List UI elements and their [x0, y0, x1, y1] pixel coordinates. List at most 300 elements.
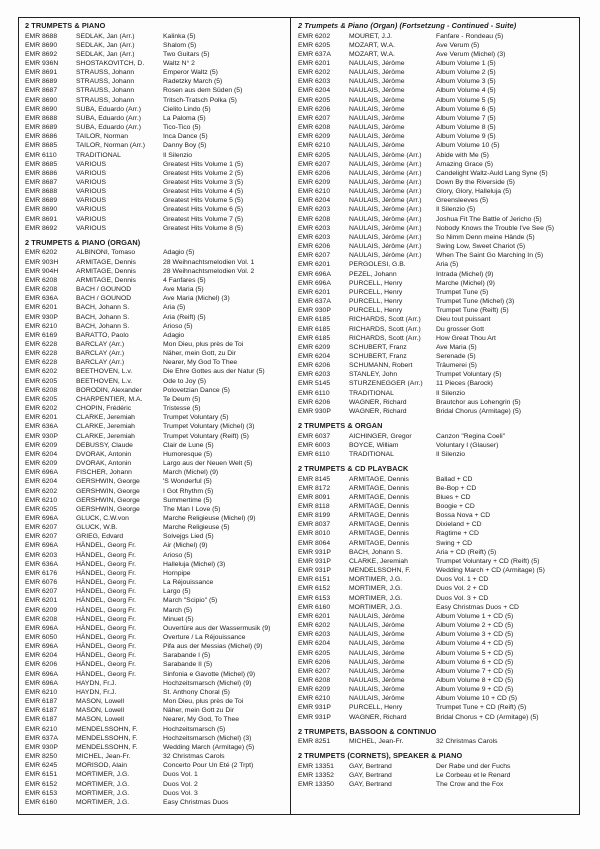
composer: FISCHER, Johann — [76, 469, 132, 477]
work-title: Kalinka (5) — [163, 32, 196, 40]
catalog-row — [298, 196, 577, 205]
work-title: Marche Religieuse (5) — [163, 524, 230, 532]
composer: ARMITAGE, Dennis — [76, 267, 136, 275]
work-title: Aria + CD (Reift) (5) — [436, 548, 497, 556]
emr-number: EMR 6152 — [25, 780, 58, 788]
catalog-row — [25, 468, 288, 477]
work-title: Arioso (5) — [163, 551, 193, 559]
work-title: Easy Christmas Duos + CD — [436, 603, 519, 611]
emr-number: EMR 637A — [25, 734, 58, 742]
work-title: Ballad + CD — [436, 475, 473, 483]
work-title: Adagio — [163, 331, 185, 339]
catalog-row — [25, 50, 288, 59]
composer: NAULAIS, Jérôme (Arr.) — [349, 169, 422, 177]
catalog-page-frame — [18, 17, 580, 815]
emr-number: EMR 6160 — [25, 798, 58, 806]
catalog-row — [298, 548, 577, 557]
composer: SCHUBERT, Franz — [349, 352, 407, 360]
catalog-row — [298, 86, 577, 95]
composer: VARIOUS — [76, 188, 107, 196]
work-title: Marche Religieuse (Michel) (9) — [163, 514, 256, 522]
emr-number: EMR 931P — [298, 567, 331, 575]
work-title: Shalom (5) — [163, 41, 197, 49]
emr-number: EMR 931P — [298, 557, 331, 565]
emr-number: EMR 6187 — [25, 716, 58, 724]
emr-number: EMR 696A — [25, 624, 58, 632]
composer: GERSHWIN, George — [76, 487, 140, 495]
composer: STRAUSS, Johann — [76, 78, 135, 86]
catalog-row — [298, 379, 577, 388]
catalog-row — [298, 484, 577, 493]
composer: NAULAIS, Jérôme (Arr.) — [349, 243, 422, 251]
composer: HÄNDEL, Georg Fr. — [76, 542, 137, 550]
work-title: Intrada (Michel) (9) — [436, 270, 494, 278]
composer: ARMITAGE, Dennis — [349, 484, 409, 492]
composer: NAULAIS, Jérôme — [349, 676, 405, 684]
composer: MASON, Lowell — [76, 698, 124, 706]
catalog-row — [25, 187, 288, 196]
catalog-row — [25, 523, 288, 532]
catalog-row — [298, 676, 577, 685]
work-title: Nearer, My God, To Thee — [163, 716, 240, 724]
catalog-row — [298, 703, 577, 712]
work-title: Die Ehre Gottes aus der Natur (5) — [163, 368, 265, 376]
work-title: 28 Weihnachtsmelodien Vol. 1 — [163, 258, 255, 266]
composer: SHOSTAKOVITCH, D. — [76, 59, 145, 67]
catalog-row — [25, 32, 288, 41]
catalog-row — [298, 68, 577, 77]
emr-number: EMR 13350 — [298, 781, 334, 789]
composer: ALBINONI, Tomaso — [76, 249, 136, 257]
catalog-row — [25, 541, 288, 550]
emr-number: EMR 6169 — [25, 331, 58, 339]
catalog-row — [298, 288, 577, 297]
emr-number: EMR 6208 — [25, 286, 58, 294]
emr-number: EMR 6210 — [25, 688, 58, 696]
work-title: Inca Dance (5) — [163, 133, 208, 141]
emr-number: EMR 636A — [25, 295, 58, 303]
work-title: Album Volume 9 (5) — [436, 133, 496, 141]
emr-number: EMR 8118 — [298, 503, 330, 510]
catalog-row — [25, 587, 288, 596]
composer: ARMITAGE, Dennis — [349, 521, 409, 529]
emr-number: EMR 931P — [298, 704, 331, 712]
column-right — [291, 18, 579, 814]
work-title: Summertime (5) — [163, 496, 212, 504]
emr-number: EMR 6228 — [25, 341, 58, 348]
work-title: Serenade (5) — [436, 352, 476, 360]
work-title: 11 Pieces (Barock) — [436, 380, 493, 388]
emr-number: EMR 6204 — [25, 478, 58, 486]
catalog-row — [25, 798, 288, 807]
emr-number: EMR 930P — [25, 313, 58, 321]
composer: MICHEL, Jean-Fr. — [76, 753, 131, 761]
work-title: Duos Vol. 3 — [163, 789, 198, 797]
catalog-row — [25, 96, 288, 105]
catalog-row — [25, 224, 288, 233]
work-title: Näher, mein Gott zu Dir — [163, 707, 235, 715]
composer: HAYDN, Fr.J. — [76, 688, 117, 696]
section-title: 2 TRUMPETS & ORGAN — [298, 421, 383, 431]
composer: NAULAIS, Jérôme (Arr.) — [349, 206, 422, 214]
work-title: Album Volume 8 + CD (5) — [436, 676, 514, 684]
emr-number: EMR 6210 — [25, 322, 58, 330]
emr-number: EMR 6209 — [25, 441, 58, 449]
catalog-row — [25, 258, 288, 267]
composer: ARMITAGE, Dennis — [349, 475, 409, 483]
catalog-row — [298, 502, 577, 511]
composer: VARIOUS — [76, 224, 107, 232]
emr-number: EMR 6207 — [25, 524, 58, 532]
emr-number: EMR 6203 — [298, 233, 331, 241]
work-title: March "Scipio" (5) — [163, 597, 218, 605]
work-title: Duos Vol. 2 — [163, 780, 198, 788]
catalog-row — [25, 477, 288, 486]
catalog-row — [298, 398, 577, 407]
catalog-row — [25, 633, 288, 642]
composer: ARMITAGE, Dennis — [76, 258, 136, 266]
catalog-row — [298, 713, 577, 722]
work-title: Album Volume 4 (5) — [436, 87, 496, 95]
composer: HÄNDEL, Georg Fr. — [76, 615, 137, 623]
catalog-row — [298, 539, 577, 548]
catalog-row — [25, 123, 288, 132]
work-title: Greatest Hits Volume 6 (5) — [163, 206, 244, 214]
work-title: Ave Verum (5) — [436, 41, 480, 49]
work-title: Mon Dieu, plus près de Toi — [163, 341, 244, 348]
emr-number: EMR 6201 — [298, 59, 331, 67]
composer: MASON, Lowell — [76, 707, 124, 715]
catalog-row — [25, 77, 288, 86]
work-title: Fanfare - Rondeau (5) — [436, 32, 504, 40]
catalog-row — [25, 752, 288, 761]
catalog-row — [25, 404, 288, 413]
emr-number: EMR 8251 — [298, 738, 331, 746]
work-title: Overture / La Réjouissance — [163, 634, 246, 641]
emr-number: EMR 6203 — [25, 551, 58, 559]
emr-number: EMR 8690 — [25, 41, 58, 49]
emr-number: EMR 6206 — [298, 658, 331, 666]
catalog-row — [25, 151, 288, 160]
emr-number: EMR 6208 — [25, 276, 58, 284]
work-title: Il Silenzio (5) — [436, 206, 476, 214]
emr-number: EMR 8037 — [298, 521, 331, 529]
emr-number: EMR 6209 — [25, 606, 58, 614]
emr-number: EMR 8689 — [25, 197, 58, 205]
composer: NAULAIS, Jérôme (Arr.) — [349, 224, 422, 232]
composer: BARCLAY (Arr.) — [76, 359, 125, 367]
work-title: Aria (5) — [436, 261, 459, 269]
composer: BACH, Johann S. — [76, 313, 130, 321]
emr-number: EMR 6037 — [298, 432, 331, 440]
work-title: March (5) — [163, 606, 193, 614]
emr-number: EMR 6207 — [25, 533, 58, 541]
work-title: Il Silenzio — [163, 151, 193, 159]
emr-number: EMR 931P — [298, 548, 331, 556]
catalog-row — [298, 41, 577, 50]
composer: BORODIN, Alexander — [76, 386, 142, 394]
emr-number: EMR 637A — [298, 298, 331, 306]
emr-number: EMR 8692 — [25, 50, 58, 58]
work-title: Rosen aus dem Süden (5) — [163, 87, 243, 95]
emr-number: EMR 6204 — [298, 640, 331, 648]
emr-number: EMR 6208 — [25, 386, 58, 394]
catalog-row — [25, 606, 288, 615]
catalog-row — [298, 441, 577, 450]
composer: NAULAIS, Jérôme — [349, 658, 405, 666]
composer: GERSHWIN, George — [76, 496, 140, 504]
work-title: Trumpet Tune + CD (Reift) (5) — [436, 704, 527, 712]
composer: RICHARDS, Scott (Arr.) — [349, 334, 421, 342]
work-title: Hochzeitsmarsch (Michel) (3) — [163, 734, 252, 742]
composer: VARIOUS — [76, 206, 107, 214]
work-title: Minuet (5) — [163, 615, 194, 623]
catalog-row — [25, 41, 288, 50]
work-title: Two Guitars (5) — [163, 50, 210, 58]
catalog-row — [25, 313, 288, 322]
catalog-row — [25, 514, 288, 523]
composer: BARATTO, Paolo — [76, 331, 129, 339]
emr-number: EMR 6203 — [298, 206, 331, 214]
work-title: Joshua Fit The Battle of Jericho (5) — [436, 215, 542, 223]
catalog-row — [25, 441, 288, 450]
catalog-row — [25, 459, 288, 468]
work-title: 'S Wonderful (5) — [163, 478, 212, 486]
catalog-row — [298, 594, 577, 603]
work-title: Trumpet Tune (5) — [436, 288, 489, 296]
work-title: 32 Christmas Carols — [436, 738, 498, 746]
composer: AICHINGER, Gregor — [349, 432, 412, 440]
catalog-row — [25, 688, 288, 697]
work-title: Largo (5) — [163, 588, 191, 596]
catalog-row — [298, 114, 577, 123]
composer: NAULAIS, Jérôme — [349, 640, 405, 648]
work-title: Greatest Hits Volume 3 (5) — [163, 179, 244, 186]
catalog-row — [25, 413, 288, 422]
catalog-row — [298, 178, 577, 187]
composer: NAULAIS, Jérôme (Arr.) — [349, 188, 422, 196]
composer: MOURET, J.J. — [349, 32, 393, 40]
composer: ARMITAGE, Dennis — [349, 539, 409, 547]
emr-number: EMR 6160 — [298, 603, 331, 611]
catalog-row — [25, 377, 288, 386]
catalog-row — [298, 557, 577, 566]
emr-number: EMR 8250 — [25, 753, 58, 761]
work-title: Hornpipe — [163, 569, 191, 577]
emr-number: EMR 6201 — [298, 261, 331, 269]
work-title: Album Volume 9 + CD (5) — [436, 686, 514, 694]
work-title: Il Silenzio — [436, 389, 466, 397]
work-title: Trumpet Voluntary + CD (Reift) (5) — [436, 557, 540, 565]
work-title: Ragtime + CD — [436, 530, 479, 538]
work-title: Glory, Glory, Halleluja (5) — [436, 188, 512, 196]
catalog-row — [25, 322, 288, 331]
composer: VARIOUS — [76, 197, 107, 205]
emr-number: EMR 936N — [25, 59, 59, 67]
emr-number: EMR 6110 — [25, 151, 57, 159]
catalog-row — [298, 251, 577, 260]
catalog-row — [25, 532, 288, 541]
emr-number: EMR 6207 — [298, 252, 331, 260]
catalog-row — [25, 358, 288, 367]
catalog-row — [25, 59, 288, 68]
catalog-row — [25, 706, 288, 715]
work-title: The Man I Love (5) — [163, 505, 221, 513]
catalog-row — [298, 493, 577, 502]
emr-number: EMR 6206 — [298, 243, 331, 251]
composer: GLUCK, C.W.von — [76, 514, 129, 522]
work-title: Swing + CD — [436, 539, 473, 547]
work-title: Album Volume 1 + CD (5) — [436, 612, 514, 620]
work-title: Largo aus der Neuen Welt (5) — [163, 460, 253, 468]
work-title: Abide with Me (5) — [436, 151, 489, 159]
composer: PURCELL, Henry — [349, 298, 403, 306]
composer: MORTIMER, J.G. — [349, 603, 403, 611]
work-title: Trumpet Voluntary (Michel) (3) — [163, 423, 255, 431]
emr-number: EMR 8686 — [25, 169, 58, 177]
catalog-row — [25, 276, 288, 285]
emr-number: EMR 6151 — [25, 771, 58, 779]
catalog-row — [25, 496, 288, 505]
work-title: How Great Thou Art — [436, 334, 496, 342]
emr-number: EMR 5145 — [298, 380, 331, 388]
catalog-row — [25, 386, 288, 395]
work-title: Album Volume 6 (5) — [436, 105, 496, 113]
catalog-row — [25, 761, 288, 770]
emr-number: EMR 6201 — [25, 597, 58, 605]
catalog-row — [25, 215, 288, 224]
catalog-row — [298, 432, 577, 441]
composer: MORTIMER, J.G. — [76, 780, 130, 788]
catalog-row — [298, 612, 577, 621]
work-title: 4 Fanfares (5) — [163, 276, 206, 284]
emr-number: EMR 6208 — [298, 676, 331, 684]
emr-number: EMR 6204 — [298, 197, 331, 205]
emr-number: EMR 8689 — [25, 78, 58, 86]
catalog-row — [298, 667, 577, 676]
emr-number: EMR 6206 — [25, 661, 58, 669]
composer: GRIEG, Edvard — [76, 533, 124, 541]
composer: NAULAIS, Jérôme — [349, 78, 405, 86]
composer: HÄNDEL, Georg Fr. — [76, 634, 137, 641]
composer: PEZEL, Johann — [349, 270, 397, 278]
emr-number: EMR 6206 — [298, 362, 331, 370]
catalog-row — [298, 151, 577, 160]
work-title: Aria (Reift) (5) — [163, 313, 206, 321]
work-title: Duos Vol. 1 — [163, 771, 198, 779]
catalog-row — [298, 520, 577, 529]
catalog-row — [298, 123, 577, 132]
work-title: Waltz N° 2 — [163, 59, 195, 67]
catalog-row — [298, 205, 577, 214]
emr-number: EMR 13352 — [298, 772, 334, 780]
emr-number: EMR 8685 — [25, 160, 58, 168]
composer: MORTIMER, J.G. — [349, 585, 403, 593]
work-title: Album Volume 10 (5) — [436, 142, 500, 150]
emr-number: EMR 6153 — [25, 789, 58, 797]
composer: MORTIMER, J.G. — [76, 798, 130, 806]
catalog-row — [25, 560, 288, 569]
composer: NAULAIS, Jérôme — [349, 649, 405, 657]
catalog-row — [298, 306, 577, 315]
composer: NAULAIS, Jérôme (Arr.) — [349, 197, 422, 205]
catalog-row — [25, 105, 288, 114]
emr-number: EMR 696A — [25, 469, 58, 477]
section-title: 2 Trumpets & Piano (Organ) (Fortsetzung - Continued - Suite) — [298, 21, 517, 30]
work-title: 32 Christmas Carols — [163, 753, 225, 761]
composer: STURZENEGGER (Arr.) — [349, 380, 423, 388]
work-title: Candelight Waltz-Auld Lang Syne (5) — [436, 169, 548, 177]
emr-number: EMR 6201 — [25, 304, 58, 312]
catalog-row — [25, 141, 288, 150]
work-title: Dixieland + CD — [436, 521, 482, 529]
catalog-row — [298, 566, 577, 575]
emr-number: EMR 6152 — [298, 585, 331, 593]
catalog-row — [298, 160, 577, 169]
composer: DVORAK, Antonin — [76, 460, 132, 468]
composer: MENDELSSOHN, F. — [76, 725, 138, 733]
emr-number: EMR 8690 — [25, 105, 58, 113]
work-title: Te Deum (5) — [163, 395, 201, 403]
composer: MENDELSSOHN, F. — [349, 567, 411, 575]
catalog-row — [25, 551, 288, 560]
composer: HÄNDEL, Georg Fr. — [76, 588, 137, 596]
catalog-row — [25, 86, 288, 95]
work-title: Album Volume 5 (5) — [436, 96, 496, 104]
composer: GAY, Bertrand — [349, 772, 392, 780]
composer: VARIOUS — [76, 160, 107, 168]
emr-number: EMR 6210 — [298, 188, 331, 196]
work-title: Easy Christmas Duos — [163, 798, 229, 806]
composer: BARCLAY (Arr.) — [76, 350, 125, 358]
work-title: Radetzky March (5) — [163, 78, 223, 86]
catalog-row — [25, 205, 288, 214]
catalog-row — [298, 658, 577, 667]
work-title: Nearer, My God To Thee — [163, 359, 238, 367]
catalog-row — [298, 762, 577, 771]
emr-number: EMR 6202 — [25, 487, 58, 495]
catalog-row — [298, 59, 577, 68]
emr-number: EMR 904H — [25, 267, 59, 275]
catalog-row — [25, 340, 288, 349]
emr-number: EMR 930P — [25, 743, 58, 751]
composer: SCHUBERT, Franz — [349, 343, 407, 351]
composer: ARMITAGE, Dennis — [349, 530, 409, 538]
catalog-row — [298, 260, 577, 269]
column-left — [19, 18, 291, 814]
work-title: Album Volume 4 + CD (5) — [436, 640, 514, 648]
catalog-row — [25, 615, 288, 624]
composer: WAGNER, Richard — [349, 713, 407, 721]
catalog-row — [298, 343, 577, 352]
catalog-row — [25, 679, 288, 688]
catalog-row — [25, 624, 288, 633]
composer: NAULAIS, Jérôme — [349, 59, 405, 67]
catalog-row — [298, 242, 577, 251]
composer: PURCELL, Henry — [349, 288, 403, 296]
composer: STANLEY, John — [349, 371, 398, 379]
composer: BACH, Johann S. — [76, 304, 130, 312]
emr-number: EMR 8172 — [298, 484, 331, 492]
composer: PERGOLESI, G.B. — [349, 261, 406, 269]
composer: SEDLAK, Jan (Arr.) — [76, 32, 135, 40]
composer: MENDELSSOHN, F. — [76, 743, 138, 751]
emr-number: EMR 6153 — [298, 594, 331, 602]
emr-number: EMR 8692 — [25, 224, 58, 232]
catalog-row — [25, 651, 288, 660]
work-title: The Crow and the Fox — [436, 781, 504, 789]
emr-number: EMR 696A — [298, 270, 331, 278]
